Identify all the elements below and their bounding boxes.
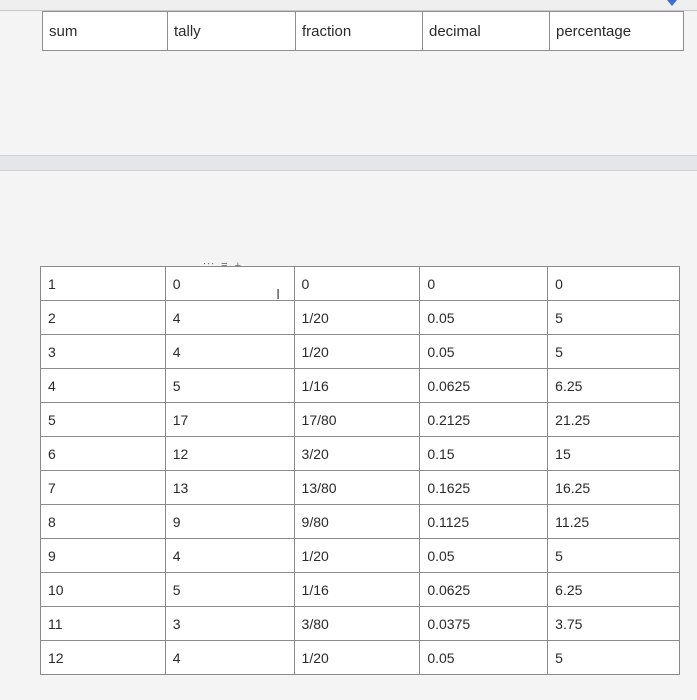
cell-fraction[interactable]: 1/16 — [294, 369, 420, 403]
cell-percentage[interactable]: 11.25 — [548, 505, 680, 539]
text-cursor-icon: I — [276, 286, 281, 303]
table-row — [41, 403, 680, 437]
table-row — [41, 471, 680, 505]
header-cell-decimal[interactable]: decimal — [423, 12, 550, 51]
cell-percentage[interactable]: 21.25 — [548, 403, 680, 437]
table-row — [41, 573, 680, 607]
cell-tally[interactable]: 9 — [165, 505, 294, 539]
table-row — [41, 267, 680, 301]
header-row — [43, 12, 684, 51]
cell-fraction[interactable]: 1/20 — [294, 301, 420, 335]
cell-tally[interactable]: 12 — [165, 437, 294, 471]
cell-tally[interactable]: 4 — [165, 641, 294, 675]
cell-decimal[interactable]: 0.1125 — [420, 505, 548, 539]
header-cell-fraction[interactable]: fraction — [296, 12, 423, 51]
cell-decimal[interactable]: 0.0625 — [420, 573, 548, 607]
cell-percentage[interactable]: 0 — [548, 267, 680, 301]
ruler — [0, 0, 697, 11]
ruler-indent-marker[interactable] — [667, 0, 677, 6]
table-row — [41, 505, 680, 539]
cell-fraction[interactable]: 1/16 — [294, 573, 420, 607]
cell-decimal[interactable]: 0 — [420, 267, 548, 301]
header-table — [42, 11, 684, 51]
cell-fraction[interactable]: 1/20 — [294, 641, 420, 675]
header-cell-percentage[interactable]: percentage — [550, 12, 684, 51]
cell-sum[interactable]: 11 — [41, 607, 166, 641]
cell-tally[interactable]: 0 — [165, 267, 294, 301]
table-row — [41, 301, 680, 335]
cell-decimal[interactable]: 0.05 — [420, 539, 548, 573]
cell-tally[interactable]: 3 — [165, 607, 294, 641]
cell-sum[interactable]: 8 — [41, 505, 166, 539]
header-cell-sum[interactable]: sum — [43, 12, 168, 51]
cell-fraction[interactable]: 9/80 — [294, 505, 420, 539]
cell-decimal[interactable]: 0.0625 — [420, 369, 548, 403]
cell-percentage[interactable]: 5 — [548, 539, 680, 573]
cell-tally[interactable]: 4 — [165, 301, 294, 335]
table-row — [41, 369, 680, 403]
cell-percentage[interactable]: 15 — [548, 437, 680, 471]
cell-decimal[interactable]: 0.05 — [420, 641, 548, 675]
cell-tally[interactable]: 13 — [165, 471, 294, 505]
cell-sum[interactable]: 4 — [41, 369, 166, 403]
table-row — [41, 539, 680, 573]
cell-fraction[interactable]: 13/80 — [294, 471, 420, 505]
cell-decimal[interactable]: 0.1625 — [420, 471, 548, 505]
cell-percentage[interactable]: 6.25 — [548, 573, 680, 607]
cell-fraction[interactable]: 0 — [294, 267, 420, 301]
cell-tally[interactable]: 5 — [165, 573, 294, 607]
cell-fraction[interactable]: 3/20 — [294, 437, 420, 471]
table-row — [41, 437, 680, 471]
cell-percentage[interactable]: 5 — [548, 335, 680, 369]
cell-fraction[interactable]: 3/80 — [294, 607, 420, 641]
cell-decimal[interactable]: 0.05 — [420, 301, 548, 335]
cell-sum[interactable]: 10 — [41, 573, 166, 607]
cell-decimal[interactable]: 0.0375 — [420, 607, 548, 641]
cell-sum[interactable]: 9 — [41, 539, 166, 573]
cell-decimal[interactable]: 0.2125 — [420, 403, 548, 437]
cell-percentage[interactable]: 5 — [548, 301, 680, 335]
cell-sum[interactable]: 6 — [41, 437, 166, 471]
cell-fraction[interactable]: 17/80 — [294, 403, 420, 437]
cell-decimal[interactable]: 0.05 — [420, 335, 548, 369]
cell-percentage[interactable]: 16.25 — [548, 471, 680, 505]
cell-tally[interactable]: 5 — [165, 369, 294, 403]
cell-sum[interactable]: 5 — [41, 403, 166, 437]
cell-tally[interactable]: 4 — [165, 335, 294, 369]
cell-fraction[interactable]: 1/20 — [294, 335, 420, 369]
header-cell-tally[interactable]: tally — [168, 12, 296, 51]
table-row — [41, 641, 680, 675]
cell-sum[interactable]: 7 — [41, 471, 166, 505]
cell-sum[interactable]: 3 — [41, 335, 166, 369]
cell-percentage[interactable]: 6.25 — [548, 369, 680, 403]
cell-decimal[interactable]: 0.15 — [420, 437, 548, 471]
cell-percentage[interactable]: 5 — [548, 641, 680, 675]
table-row — [41, 335, 680, 369]
cell-sum[interactable]: 1 — [41, 267, 166, 301]
cell-tally[interactable]: 4 — [165, 539, 294, 573]
page-break — [0, 155, 697, 171]
data-table — [40, 266, 680, 675]
cell-sum[interactable]: 2 — [41, 301, 166, 335]
cell-percentage[interactable]: 3.75 — [548, 607, 680, 641]
table-row — [41, 607, 680, 641]
cell-sum[interactable]: 12 — [41, 641, 166, 675]
cell-tally[interactable]: 17 — [165, 403, 294, 437]
cell-fraction[interactable]: 1/20 — [294, 539, 420, 573]
